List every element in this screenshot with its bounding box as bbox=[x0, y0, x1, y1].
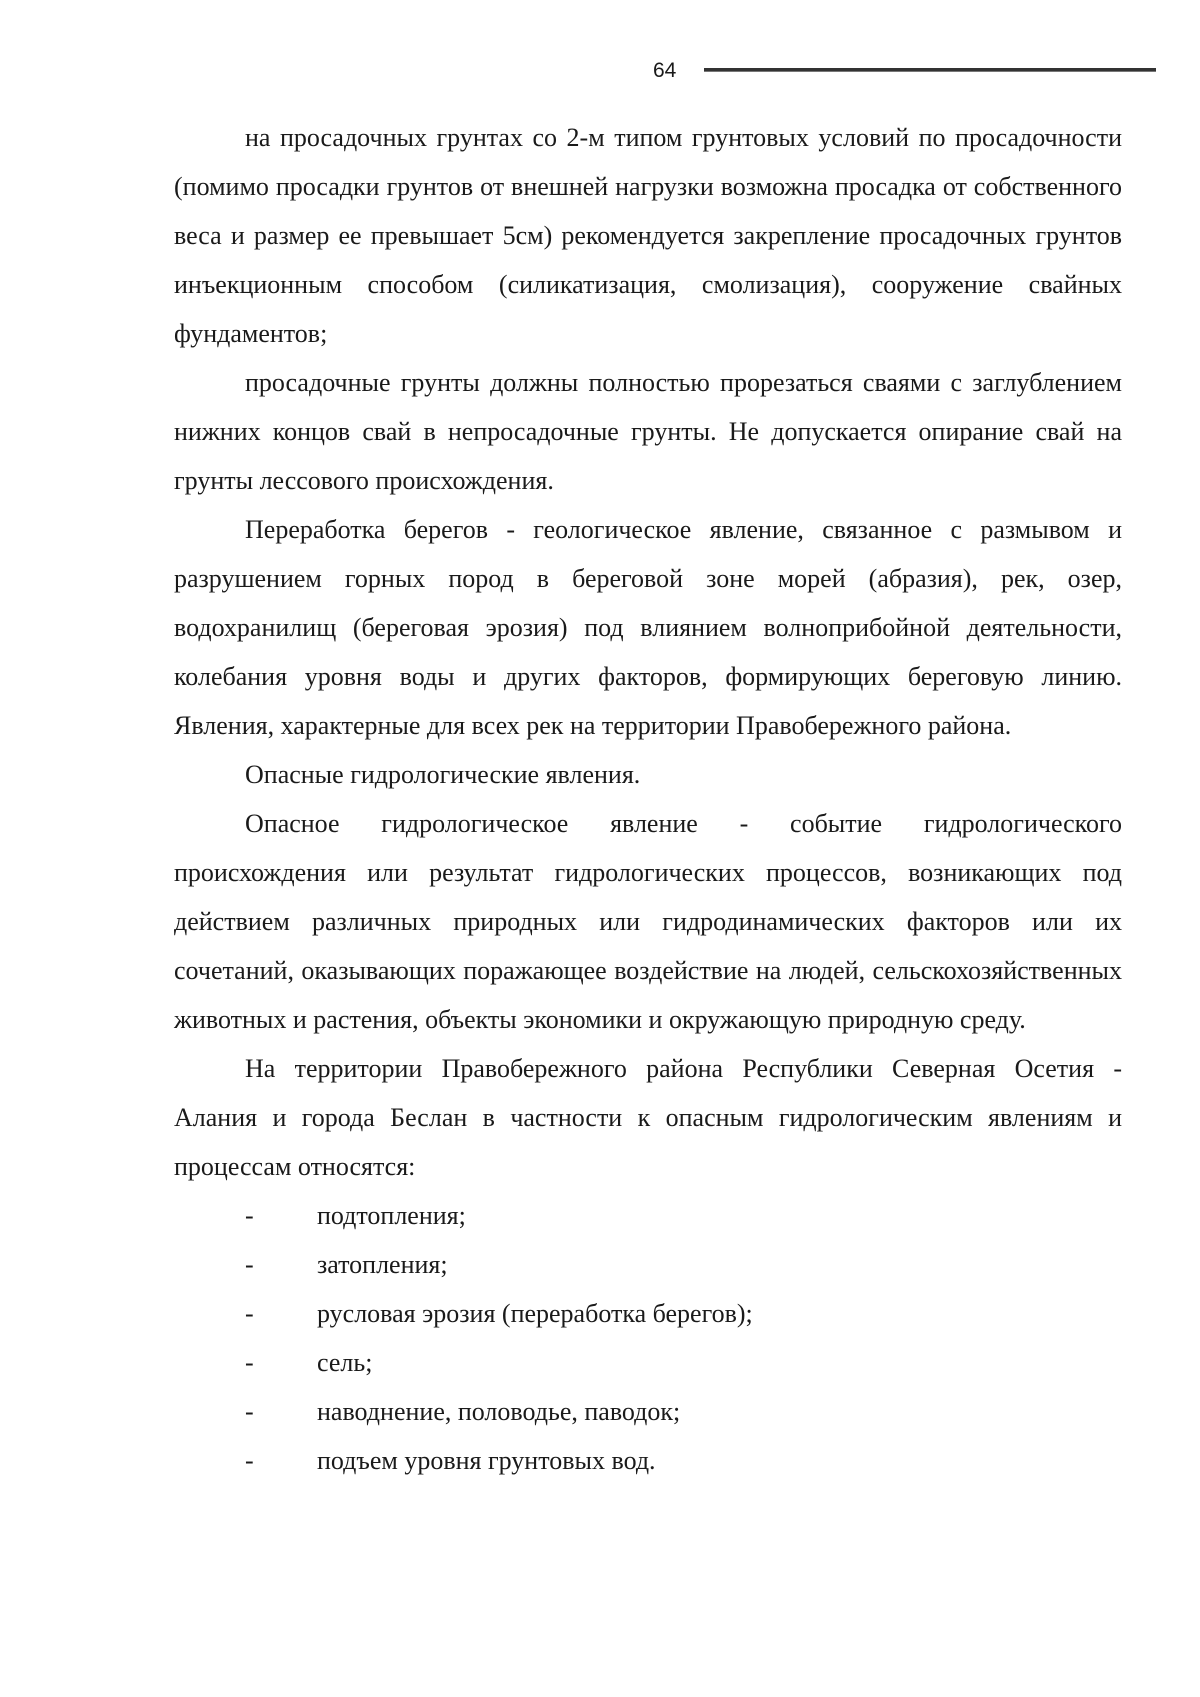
paragraph-district-hazards: На территории Правобережного района Республики Северная Осетия - Алания и города Беслан в частности к опасным гидрологическим явлениям и процессам относятся: bbox=[174, 1054, 1122, 1181]
list-item-text: подтопления; bbox=[317, 1201, 466, 1230]
list-item bbox=[174, 1240, 1122, 1289]
list-marker: - bbox=[245, 1250, 254, 1279]
list-item bbox=[174, 1387, 1122, 1436]
list-marker: - bbox=[245, 1397, 254, 1426]
paragraph-hydrological-definition: Опасное гидрологическое явление - событие гидрологического происхождения или результат гидрологических процессов, возникающих под действием различных природных или гидродинамических факторов или их сочетаний, оказывающих поражающее воздействие на людей, сельскохозяйственных животных и растения, объекты экономики и окружающую природную среду. bbox=[174, 809, 1122, 1034]
header-rule bbox=[704, 68, 1156, 72]
list-item bbox=[174, 1338, 1122, 1387]
page-number: 64 bbox=[653, 59, 677, 82]
list-item-text: затопления; bbox=[317, 1250, 448, 1279]
list-item bbox=[174, 1289, 1122, 1338]
page-body bbox=[174, 113, 1122, 1485]
list-marker: - bbox=[245, 1299, 254, 1328]
list-item-text: русловая эрозия (переработка берегов); bbox=[317, 1299, 753, 1328]
list-item bbox=[174, 1436, 1122, 1485]
list-marker: - bbox=[245, 1348, 254, 1377]
page-header bbox=[0, 58, 1200, 88]
list-item-text: сель; bbox=[317, 1348, 373, 1377]
paragraph-bank-erosion: Переработка берегов - геологическое явление, связанное с размывом и разрушением горных пород в береговой зоне морей (абразия), рек, озер, водохранилищ (береговая эрозия) под влиянием волноприбойной деятельности, колебания уровня воды и других факторов, формирующих береговую линию. Явления, характерные для всех рек на территории Правобережного района. bbox=[174, 515, 1122, 740]
paragraph-subsidence-soils-type2: на просадочных грунтах со 2-м типом грунтовых условий по просадочности (помимо просадки грунтов от внешней нагрузки возможна просадка от собственного веса и размер ее превышает 5см) рекомендуется закрепление просадочных грунтов инъекционным способом (силикатизация, смолизация), сооружение свайных фундаментов; bbox=[174, 123, 1122, 348]
list-item-text: наводнение, половодье, паводок; bbox=[317, 1397, 681, 1426]
list-item bbox=[174, 1191, 1122, 1240]
section-heading-hydrological: Опасные гидрологические явления. bbox=[245, 760, 641, 789]
list-marker: - bbox=[245, 1201, 254, 1230]
paragraph-piles: просадочные грунты должны полностью прорезаться сваями с заглублением нижних концов свай в непросадочные грунты. Не допускается опирание свай на грунты лессового происхождения. bbox=[174, 368, 1122, 495]
list-marker: - bbox=[245, 1446, 254, 1475]
hazards-list bbox=[174, 1191, 1122, 1485]
list-item-text: подъем уровня грунтовых вод. bbox=[317, 1446, 656, 1475]
